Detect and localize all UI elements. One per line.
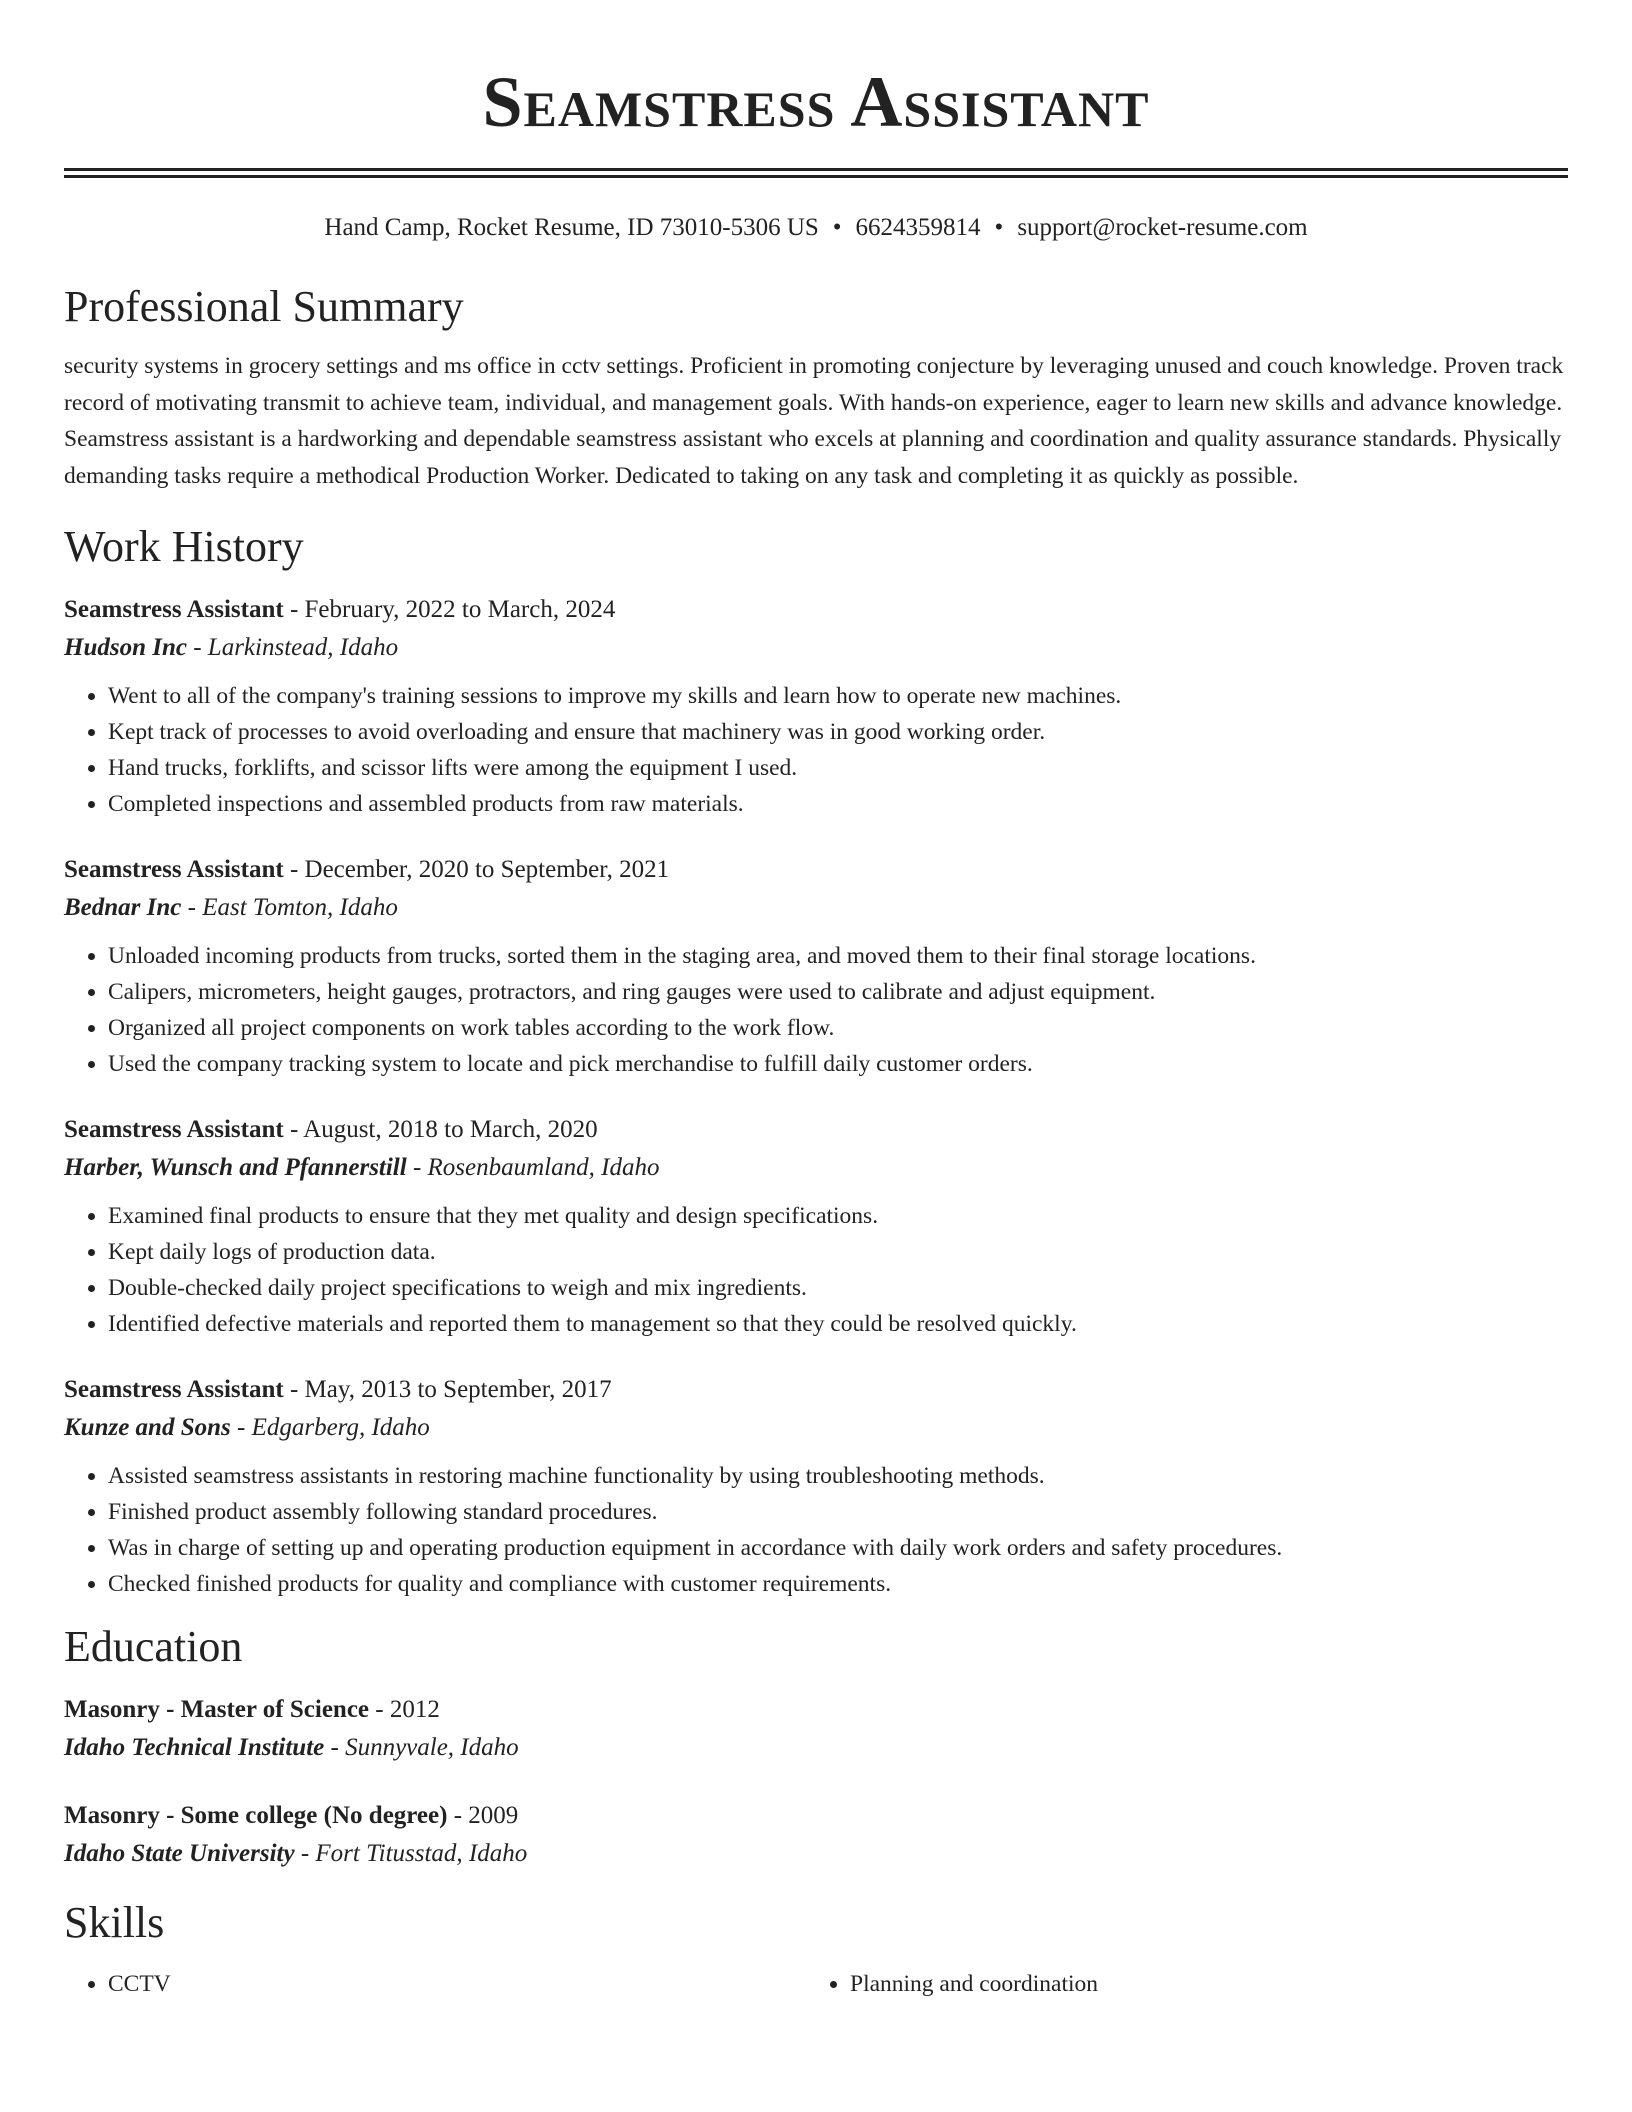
job-duty: • Finished product assembly following standard procedures. — [108, 1494, 1568, 1530]
employer-location: - Larkinstead, Idaho — [186, 634, 399, 661]
job-duties — [64, 1198, 1568, 1342]
contact-address: Hand Camp, Rocket Resume, ID 73010-5306 US — [324, 214, 819, 241]
job-role: Seamstress Assistant — [64, 596, 284, 623]
degree-name: Masonry - Master of Science — [64, 1696, 370, 1723]
job-title-line — [64, 1372, 1568, 1408]
contact-separator: • — [832, 214, 842, 241]
job-duty: • Checked finished products for quality and compliance with customer requirements. — [108, 1566, 1568, 1602]
job-role: Seamstress Assistant — [64, 856, 284, 883]
education-entry — [64, 1692, 1568, 1768]
skill-item: • CCTV — [108, 1966, 806, 2002]
school-name: Idaho State University — [64, 1840, 295, 1867]
job-duty: • Completed inspections and assembled products from raw materials. — [108, 786, 1568, 822]
employer-location: - East Tomton, Idaho — [181, 894, 398, 921]
employer-line — [64, 888, 1568, 928]
degree-line — [64, 1798, 1568, 1834]
skills-heading: Skills — [64, 1898, 165, 1947]
contact-separator: • — [994, 214, 1004, 241]
job-title-line — [64, 592, 1568, 628]
skills-column-right — [806, 1966, 1548, 2002]
job-duty: • Examined final products to ensure that they met quality and design specifications. — [108, 1198, 1568, 1234]
job-duty: • Went to all of the company's training sessions to improve my skills and learn how to operate new machines. — [108, 678, 1568, 714]
skills-list — [806, 1966, 1548, 2002]
skill-item: • Planning and coordination — [850, 1966, 1548, 2002]
header-double-rule — [64, 168, 1568, 178]
employer-line — [64, 1408, 1568, 1448]
job-dates: - February, 2022 to March, 2024 — [283, 596, 616, 623]
job-duty: • Organized all project components on work tables according to the work flow. — [108, 1010, 1568, 1046]
school-line — [64, 1834, 1568, 1874]
summary-text: security systems in grocery settings and ms office in cctv settings. Proficient in promoting conjecture by leveraging unused and couch knowledge. Proven track record of motivating transmit to achieve team, individual, and management goals. With hands-on experience, eager to learn new skills and advance knowledge. Seamstress assistant is a hardworking and dependable seamstress assistant who excels at planning and coordination and quality assurance standards. Physically demanding tasks require a methodical Production Worker. Dedicated to taking on any task and completing it as quickly as possible. — [64, 353, 1564, 489]
job-entry — [64, 1112, 1568, 1342]
job-entry — [64, 1372, 1568, 1602]
job-duties — [64, 938, 1568, 1082]
job-entry — [64, 592, 1568, 822]
employer-name: Harber, Wunsch and Pfannerstill — [64, 1154, 407, 1181]
job-duty: • Double-checked daily project specifications to weigh and mix ingredients. — [108, 1270, 1568, 1306]
job-duty: • Hand trucks, forklifts, and scissor lifts were among the equipment I used. — [108, 750, 1568, 786]
summary-heading: Professional Summary — [64, 282, 464, 331]
degree-name: Masonry - Some college (No degree) — [64, 1802, 448, 1829]
employer-name: Hudson Inc — [64, 634, 187, 661]
school-line — [64, 1728, 1568, 1768]
job-duty: • Used the company tracking system to locate and pick merchandise to fulfill daily customer orders. — [108, 1046, 1568, 1082]
work-history-heading: Work History — [64, 522, 304, 571]
school-location: - Sunnyvale, Idaho — [324, 1734, 519, 1761]
employer-location: - Edgarberg, Idaho — [230, 1414, 430, 1441]
degree-year: - 2012 — [369, 1696, 440, 1723]
skills-list — [64, 1966, 806, 2002]
job-title-line — [64, 1112, 1568, 1148]
job-role: Seamstress Assistant — [64, 1116, 284, 1143]
employer-line — [64, 628, 1568, 668]
degree-year: - 2009 — [447, 1802, 519, 1829]
job-dates: - May, 2013 to September, 2017 — [283, 1376, 612, 1403]
skills-grid — [64, 1966, 1568, 2002]
job-duty: • Kept daily logs of production data. — [108, 1234, 1568, 1270]
job-entry — [64, 852, 1568, 1082]
job-duties — [64, 1458, 1568, 1602]
job-duty: • Identified defective materials and reported them to management so that they could be resolved quickly. — [108, 1306, 1568, 1342]
job-role: Seamstress Assistant — [64, 1376, 284, 1403]
school-location: - Fort Titusstad, Idaho — [294, 1840, 528, 1867]
job-title-line — [64, 852, 1568, 888]
job-duties — [64, 678, 1568, 822]
employer-name: Bednar Inc — [64, 894, 182, 921]
employer-location: - Rosenbaumland, Idaho — [406, 1154, 660, 1181]
employer-line — [64, 1148, 1568, 1188]
job-dates: - August, 2018 to March, 2020 — [283, 1116, 598, 1143]
education-entry — [64, 1798, 1568, 1874]
contact-email: support@rocket-resume.com — [1017, 214, 1308, 241]
skills-column-left — [64, 1966, 806, 2002]
job-duty: • Calipers, micrometers, height gauges, protractors, and ring gauges were used to calibrate and adjust equipment. — [108, 974, 1568, 1010]
job-duty: • Was in charge of setting up and operating production equipment in accordance with daily work orders and safety procedures. — [108, 1530, 1568, 1566]
school-name: Idaho Technical Institute — [64, 1734, 325, 1761]
contact-line — [64, 212, 1568, 244]
resume-name: Seamstress Assistant — [482, 62, 1150, 142]
job-dates: - December, 2020 to September, 2021 — [283, 856, 670, 883]
job-duty: • Assisted seamstress assistants in restoring machine functionality by using troubleshooting methods. — [108, 1458, 1568, 1494]
education-heading: Education — [64, 1622, 243, 1671]
degree-line — [64, 1692, 1568, 1728]
job-duty: • Kept track of processes to avoid overloading and ensure that machinery was in good working order. — [108, 714, 1568, 750]
contact-phone: 6624359814 — [855, 214, 981, 241]
employer-name: Kunze and Sons — [64, 1414, 231, 1441]
job-duty: • Unloaded incoming products from trucks, sorted them in the staging area, and moved them to their final storage locations. — [108, 938, 1568, 974]
